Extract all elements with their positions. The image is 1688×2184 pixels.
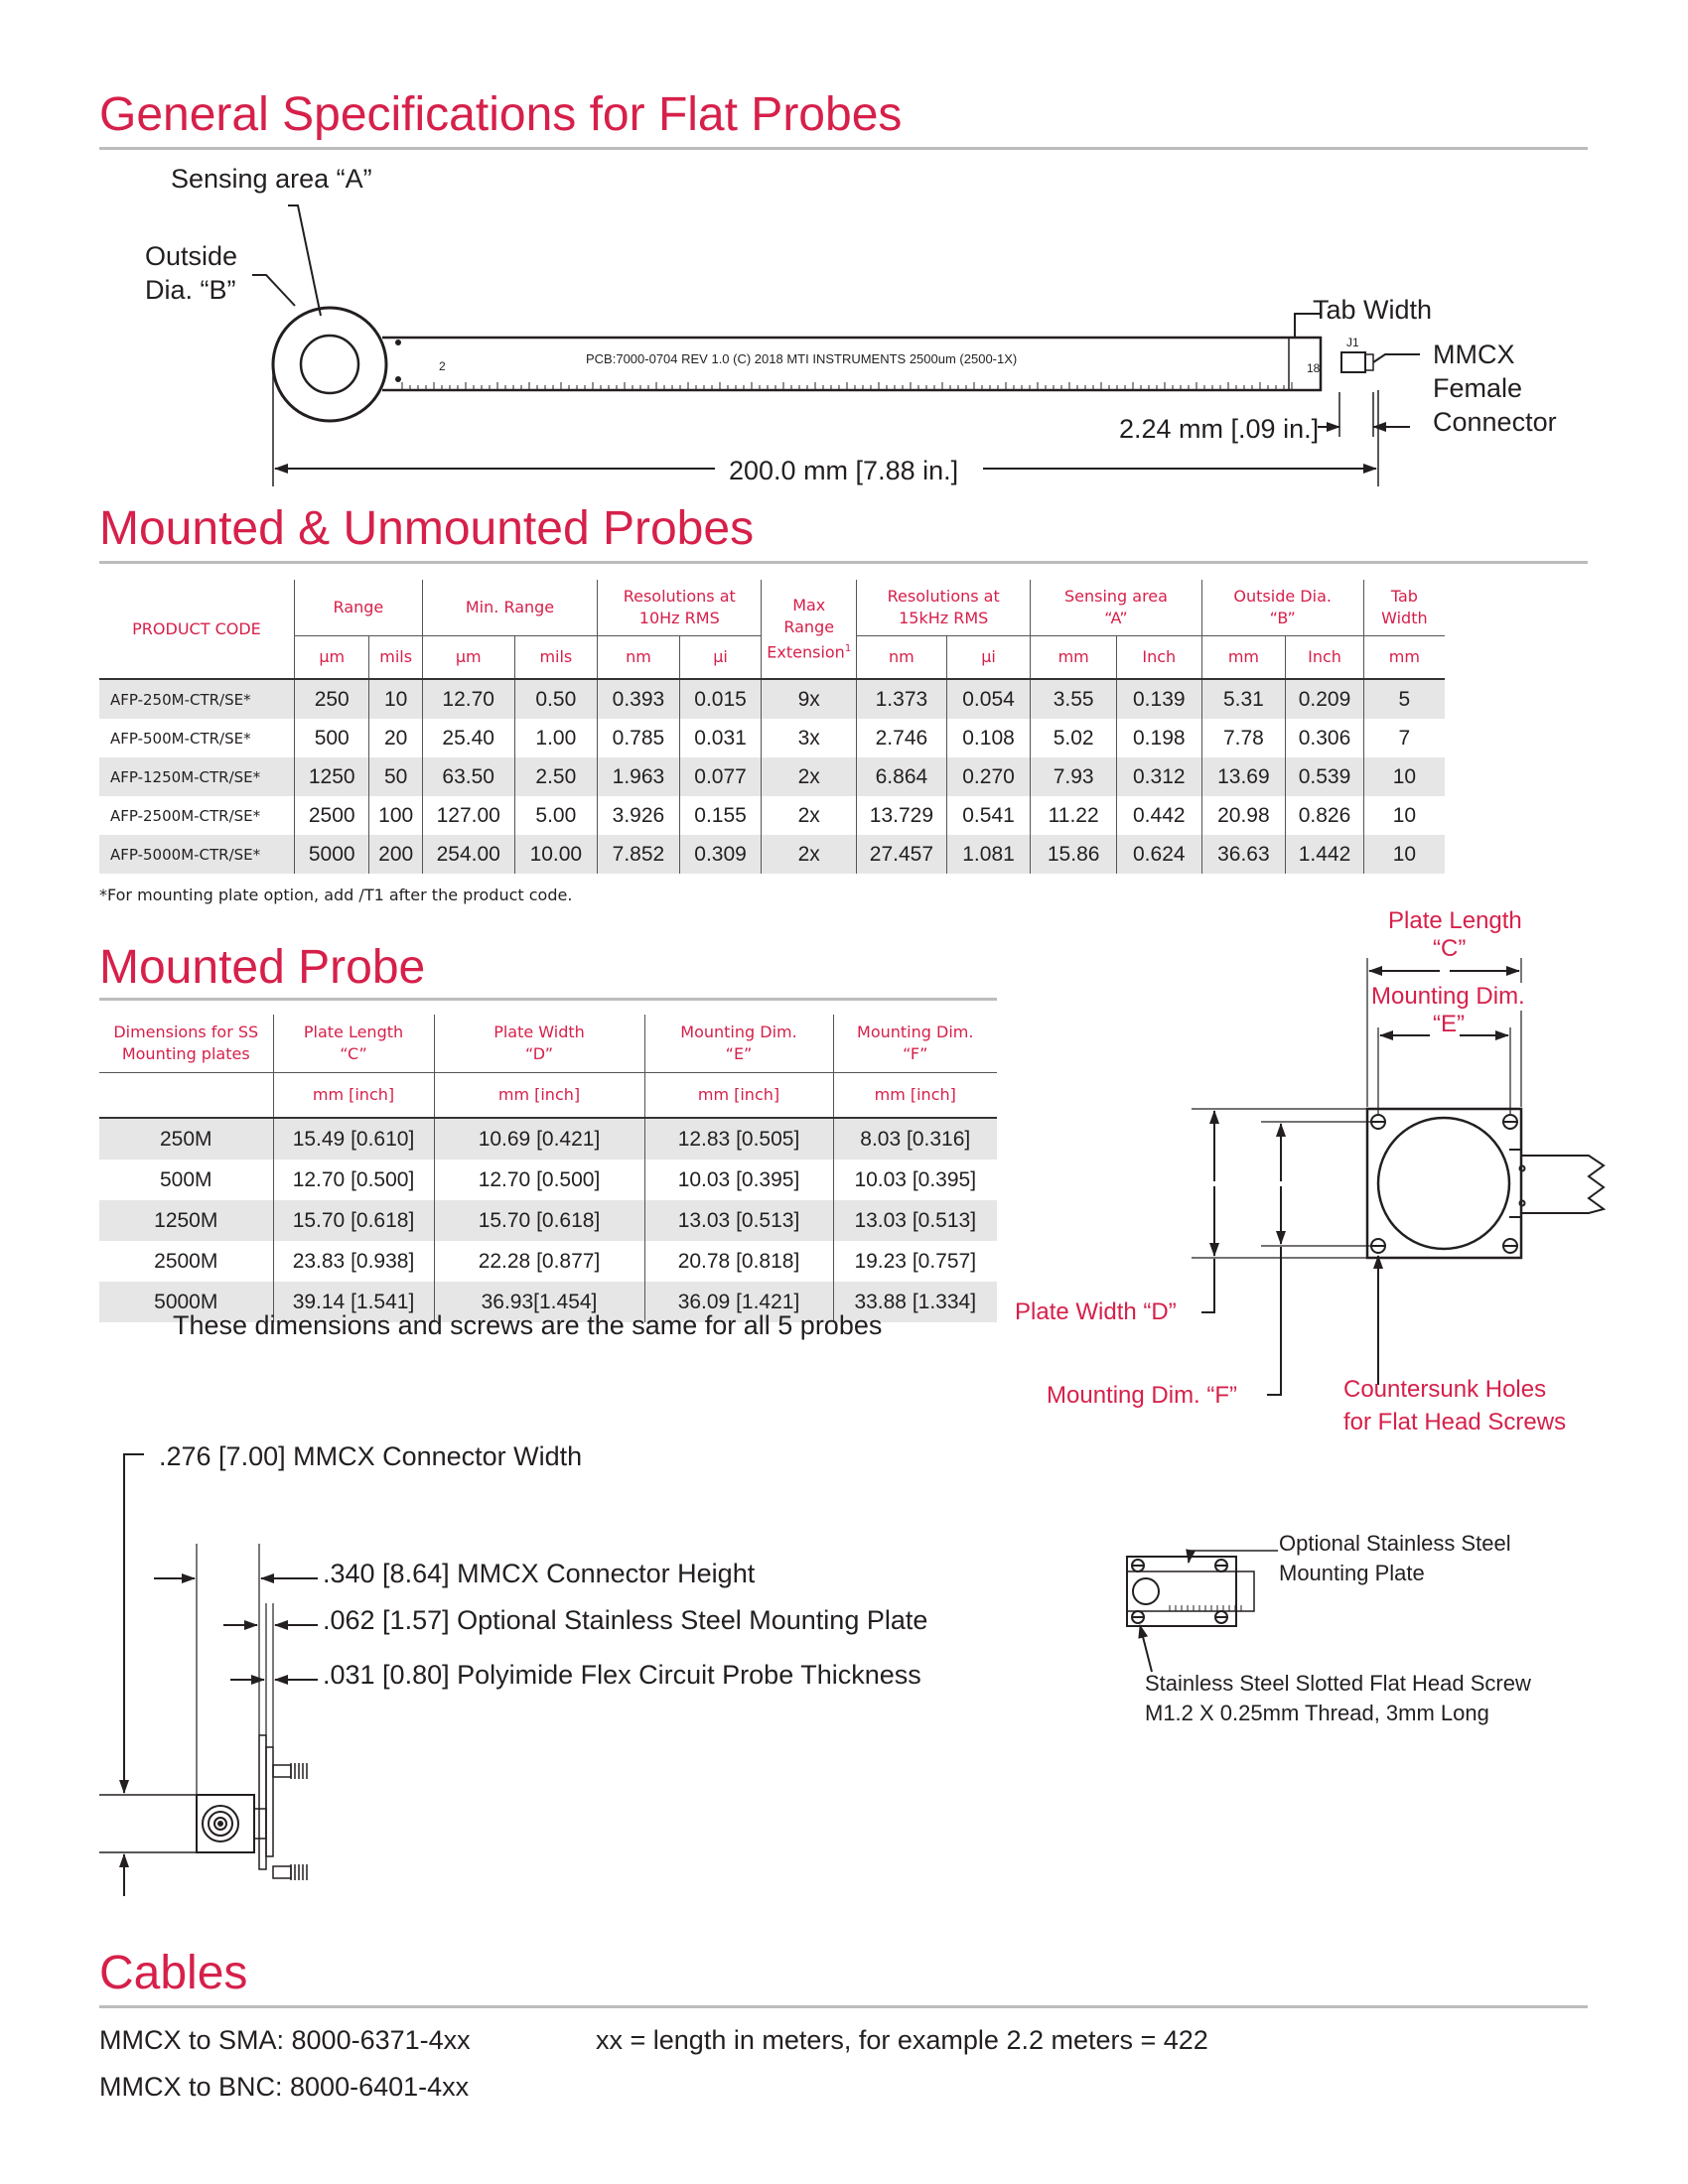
unit-cell: nm	[598, 636, 680, 680]
header-plate-width: Plate Width “D”	[434, 1015, 644, 1073]
table-cell: 0.539	[1286, 757, 1364, 796]
section-title-mounted: Mounted Probe	[99, 941, 426, 994]
unit-cell: µm	[294, 636, 369, 680]
unit-cell: mm [inch]	[434, 1073, 644, 1119]
plate-thickness-label: .062 [1.57] Optional Stainless Steel Mounting Plate	[323, 1605, 928, 1635]
unit-cell: mm	[1031, 636, 1117, 680]
header-res-15khz: Resolutions at 15kHz RMS	[857, 580, 1031, 636]
table-cell: 2.50	[514, 757, 598, 796]
probe-thickness-label: .031 [0.80] Polyimide Flex Circuit Probe Thickness	[323, 1660, 921, 1690]
table-footnote: *For mounting plate option, add /T1 after the product code.	[99, 886, 573, 904]
table-cell: 20	[369, 719, 422, 757]
table-cell: 8.03 [0.316]	[833, 1118, 997, 1160]
unit-cell: mm [inch]	[644, 1073, 833, 1119]
table-cell: 15.49 [0.610]	[273, 1118, 434, 1160]
outside-dia-label-1: Outside	[145, 241, 238, 271]
header-tab-width: Tab Width	[1363, 580, 1445, 636]
table-cell: 15.86	[1031, 835, 1117, 874]
table-row	[99, 1241, 997, 1282]
table-cell: 0.054	[946, 679, 1031, 719]
unit-cell: µi	[679, 636, 762, 680]
screw-label-2: M1.2 X 0.25mm Thread, 3mm Long	[1145, 1701, 1489, 1725]
table-cell: 25.40	[422, 719, 514, 757]
probe-size-cell: 500M	[159, 1167, 212, 1191]
probe-specs-body	[99, 679, 1445, 874]
optional-plate-label-1: Optional Stainless Steel	[1279, 1531, 1511, 1556]
table-cell: 3.55	[1031, 679, 1117, 719]
table-cell: 0.309	[679, 835, 762, 874]
unit-cell: mils	[369, 636, 422, 680]
table-cell: 5.00	[514, 796, 598, 835]
table-cell: 15.70 [0.618]	[273, 1200, 434, 1241]
table-cell: 13.03 [0.513]	[833, 1200, 997, 1241]
pcb-silkscreen-text: PCB:7000-0704 REV 1.0 (C) 2018 MTI INSTRUMENTS 2500um (2500-1X)	[586, 351, 1018, 366]
table-row	[99, 1200, 997, 1241]
section-title-general: General Specifications for Flat Probes	[99, 88, 903, 141]
table-cell: 0.015	[679, 679, 762, 719]
table-cell: 10	[1363, 796, 1445, 835]
table-cell: 36.09 [1.421]	[644, 1282, 833, 1322]
mmcx-label-3: Connector	[1433, 407, 1557, 437]
table-cell: 22.28 [0.877]	[434, 1241, 644, 1282]
table-cell: 0.139	[1116, 679, 1201, 719]
table-cell: 7.852	[598, 835, 680, 874]
header-min-range: Min. Range	[422, 580, 597, 636]
cable-sma: MMCX to SMA: 8000-6371-4xx	[99, 2025, 471, 2055]
table-cell: 0.155	[679, 796, 762, 835]
table-cell: 2x	[762, 796, 857, 835]
table-cell: 23.83 [0.938]	[273, 1241, 434, 1282]
mounting-plate-drawing	[1367, 1109, 1604, 1258]
table-cell: 200	[369, 835, 422, 874]
cable-length-note: xx = length in meters, for example 2.2 meters = 422	[596, 2025, 1208, 2055]
table-cell: 0.198	[1116, 719, 1201, 757]
table-cell: 6.864	[857, 757, 947, 796]
table-cell: 10	[1363, 757, 1445, 796]
table-row	[99, 796, 1445, 835]
header-max-range-ext: Max Range Extension$^1$	[762, 580, 857, 679]
table-cell: 7.93	[1031, 757, 1117, 796]
mmcx-label-1: MMCX	[1433, 340, 1515, 369]
probe-size-cell: 250M	[159, 1127, 212, 1151]
table-cell: 0.312	[1116, 757, 1201, 796]
mounting-plate-body	[99, 1118, 997, 1322]
table-cell: 100	[369, 796, 422, 835]
table-cell: 1.373	[857, 679, 947, 719]
plate-length-label-2: “C”	[1433, 935, 1467, 962]
table-cell: 3x	[762, 719, 857, 757]
table-cell: 39.14 [1.541]	[273, 1282, 434, 1322]
table-cell: 250	[294, 679, 369, 719]
table-cell: 0.393	[598, 679, 680, 719]
table-cell: 36.63	[1201, 835, 1286, 874]
table-cell: 1250	[294, 757, 369, 796]
table-cell: 12.70 [0.500]	[273, 1160, 434, 1200]
table-cell: 5000	[294, 835, 369, 874]
optional-plate-label-2: Mounting Plate	[1279, 1561, 1425, 1585]
unit-cell: µi	[946, 636, 1031, 680]
table-cell: 19.23 [0.757]	[833, 1241, 997, 1282]
table-cell: 12.70 [0.500]	[434, 1160, 644, 1200]
probe-size-cell: 5000M	[154, 1290, 218, 1313]
table-cell: 11.22	[1031, 796, 1117, 835]
unit-cell: Inch	[1286, 636, 1364, 680]
unit-cell: nm	[857, 636, 947, 680]
unit-cell: Inch	[1116, 636, 1201, 680]
header-dimensions: Dimensions for SS Mounting plates	[99, 1015, 273, 1073]
table-cell: 1.963	[598, 757, 680, 796]
table-cell: 127.00	[422, 796, 514, 835]
table-cell: 0.826	[1286, 796, 1364, 835]
countersunk-label-2: for Flat Head Screws	[1343, 1409, 1567, 1435]
plate-width-label: Plate Width “D”	[1015, 1298, 1177, 1325]
mounting-f-label: Mounting Dim. “F”	[1047, 1382, 1238, 1409]
countersunk-label-1: Countersunk Holes	[1343, 1376, 1547, 1403]
table-row	[99, 757, 1445, 796]
table-cell: 5	[1363, 679, 1445, 719]
table-cell: 63.50	[422, 757, 514, 796]
table-cell: 10.03 [0.395]	[833, 1160, 997, 1200]
table-cell: 0.50	[514, 679, 598, 719]
table-cell: 0.108	[946, 719, 1031, 757]
unit-cell: µm	[422, 636, 514, 680]
mounting-plate-table	[99, 1015, 997, 1322]
table-cell: 12.70	[422, 679, 514, 719]
header-plate-length: Plate Length “C”	[273, 1015, 434, 1073]
header-res-10hz: Resolutions at 10Hz RMS	[598, 580, 762, 636]
unit-cell: mm	[1363, 636, 1445, 680]
mounting-e-label-2: “E”	[1433, 1011, 1465, 1037]
cable-bnc: MMCX to BNC: 8000-6401-4xx	[99, 2072, 470, 2102]
pcb-pin-18: 18	[1307, 361, 1321, 375]
table-cell: 0.077	[679, 757, 762, 796]
table-row	[99, 719, 1445, 757]
header-range: Range	[294, 580, 422, 636]
table-row	[99, 1118, 997, 1160]
table-cell: 254.00	[422, 835, 514, 874]
table-cell: 0.031	[679, 719, 762, 757]
table-cell: 33.88 [1.334]	[833, 1282, 997, 1322]
pcb-pin-2: 2	[439, 359, 446, 373]
plate-length-label-1: Plate Length	[1388, 907, 1522, 934]
table-cell: 10.00	[514, 835, 598, 874]
screw-label-1: Stainless Steel Slotted Flat Head Screw	[1145, 1671, 1531, 1696]
table-cell: 7	[1363, 719, 1445, 757]
table-cell: 1.00	[514, 719, 598, 757]
table-cell: 27.457	[857, 835, 947, 874]
table-cell: 1.081	[946, 835, 1031, 874]
section-title-mounted-unmounted: Mounted & Unmounted Probes	[99, 502, 755, 555]
table-cell: 2x	[762, 757, 857, 796]
header-outside-dia: Outside Dia. “B”	[1201, 580, 1363, 636]
small-plate-drawing	[1127, 1557, 1254, 1626]
tab-width-label: Tab Width	[1313, 295, 1433, 325]
table-cell: 2500	[294, 796, 369, 835]
outside-dia-label-2: Dia. “B”	[145, 275, 236, 305]
product-code-cell: AFP-250M-CTR/SE*	[110, 690, 251, 709]
side-view-drawing	[197, 1735, 307, 1880]
mmcx-label-2: Female	[1433, 373, 1523, 403]
table-cell: 10	[1363, 835, 1445, 874]
section-title-cables: Cables	[99, 1947, 248, 1999]
tab-dimension-label: 2.24 mm [.09 in.]	[1119, 414, 1320, 444]
connector-height-label: .340 [8.64] MMCX Connector Height	[323, 1559, 756, 1588]
table-cell: 36.93[1.454]	[434, 1282, 644, 1322]
header-mounting-f: Mounting Dim. “F”	[833, 1015, 997, 1073]
table-cell: 10	[369, 679, 422, 719]
table-cell: 20.78 [0.818]	[644, 1241, 833, 1282]
table-cell: 20.98	[1201, 796, 1286, 835]
table-cell: 0.442	[1116, 796, 1201, 835]
table-cell: 0.306	[1286, 719, 1364, 757]
table-cell: 0.624	[1116, 835, 1201, 874]
table-cell: 0.209	[1286, 679, 1364, 719]
table-row	[99, 1160, 997, 1200]
unit-cell: mm	[1201, 636, 1286, 680]
dimensions-note: These dimensions and screws are the same for all 5 probes	[173, 1310, 883, 1340]
header-mounting-e: Mounting Dim. “E”	[644, 1015, 833, 1073]
unit-cell: mils	[514, 636, 598, 680]
table-cell: 12.83 [0.505]	[644, 1118, 833, 1160]
table-row	[99, 679, 1445, 719]
table-cell: 7.78	[1201, 719, 1286, 757]
table-cell: 13.03 [0.513]	[644, 1200, 833, 1241]
length-dimension-label: 200.0 mm [7.88 in.]	[729, 456, 959, 485]
table-cell: 13.729	[857, 796, 947, 835]
table-cell: 1.442	[1286, 835, 1364, 874]
probe-size-cell: 2500M	[154, 1249, 218, 1273]
table-cell: 0.270	[946, 757, 1031, 796]
table-cell: 13.69	[1201, 757, 1286, 796]
mounting-e-label-1: Mounting Dim.	[1371, 983, 1525, 1010]
sensing-area-label: Sensing area “A”	[171, 164, 372, 194]
table-row	[99, 835, 1445, 874]
header-sensing-area: Sensing area “A”	[1031, 580, 1201, 636]
table-cell: 9x	[762, 679, 857, 719]
table-cell: 500	[294, 719, 369, 757]
product-code-cell: AFP-1250M-CTR/SE*	[110, 767, 261, 786]
table-cell: 5.31	[1201, 679, 1286, 719]
product-code-cell: AFP-2500M-CTR/SE*	[110, 806, 261, 825]
unit-cell: mm [inch]	[833, 1073, 997, 1119]
table-cell: 0.785	[598, 719, 680, 757]
product-code-cell: AFP-5000M-CTR/SE*	[110, 845, 261, 864]
unit-cell-empty	[99, 1073, 273, 1119]
probe-specs-table	[99, 580, 1445, 874]
table-cell: 15.70 [0.618]	[434, 1200, 644, 1241]
table-cell: 3.926	[598, 796, 680, 835]
pcb-j1: J1	[1346, 336, 1359, 349]
table-cell: 2.746	[857, 719, 947, 757]
connector-width-label: .276 [7.00] MMCX Connector Width	[159, 1441, 583, 1471]
product-code-cell: AFP-500M-CTR/SE*	[110, 729, 251, 748]
unit-cell: mm [inch]	[273, 1073, 434, 1119]
table-cell: 0.541	[946, 796, 1031, 835]
header-product-code: PRODUCT CODE	[99, 580, 294, 679]
table-cell: 10.69 [0.421]	[434, 1118, 644, 1160]
table-cell: 5.02	[1031, 719, 1117, 757]
probe-size-cell: 1250M	[154, 1208, 218, 1232]
table-cell: 2x	[762, 835, 857, 874]
table-cell: 10.03 [0.395]	[644, 1160, 833, 1200]
table-cell: 50	[369, 757, 422, 796]
